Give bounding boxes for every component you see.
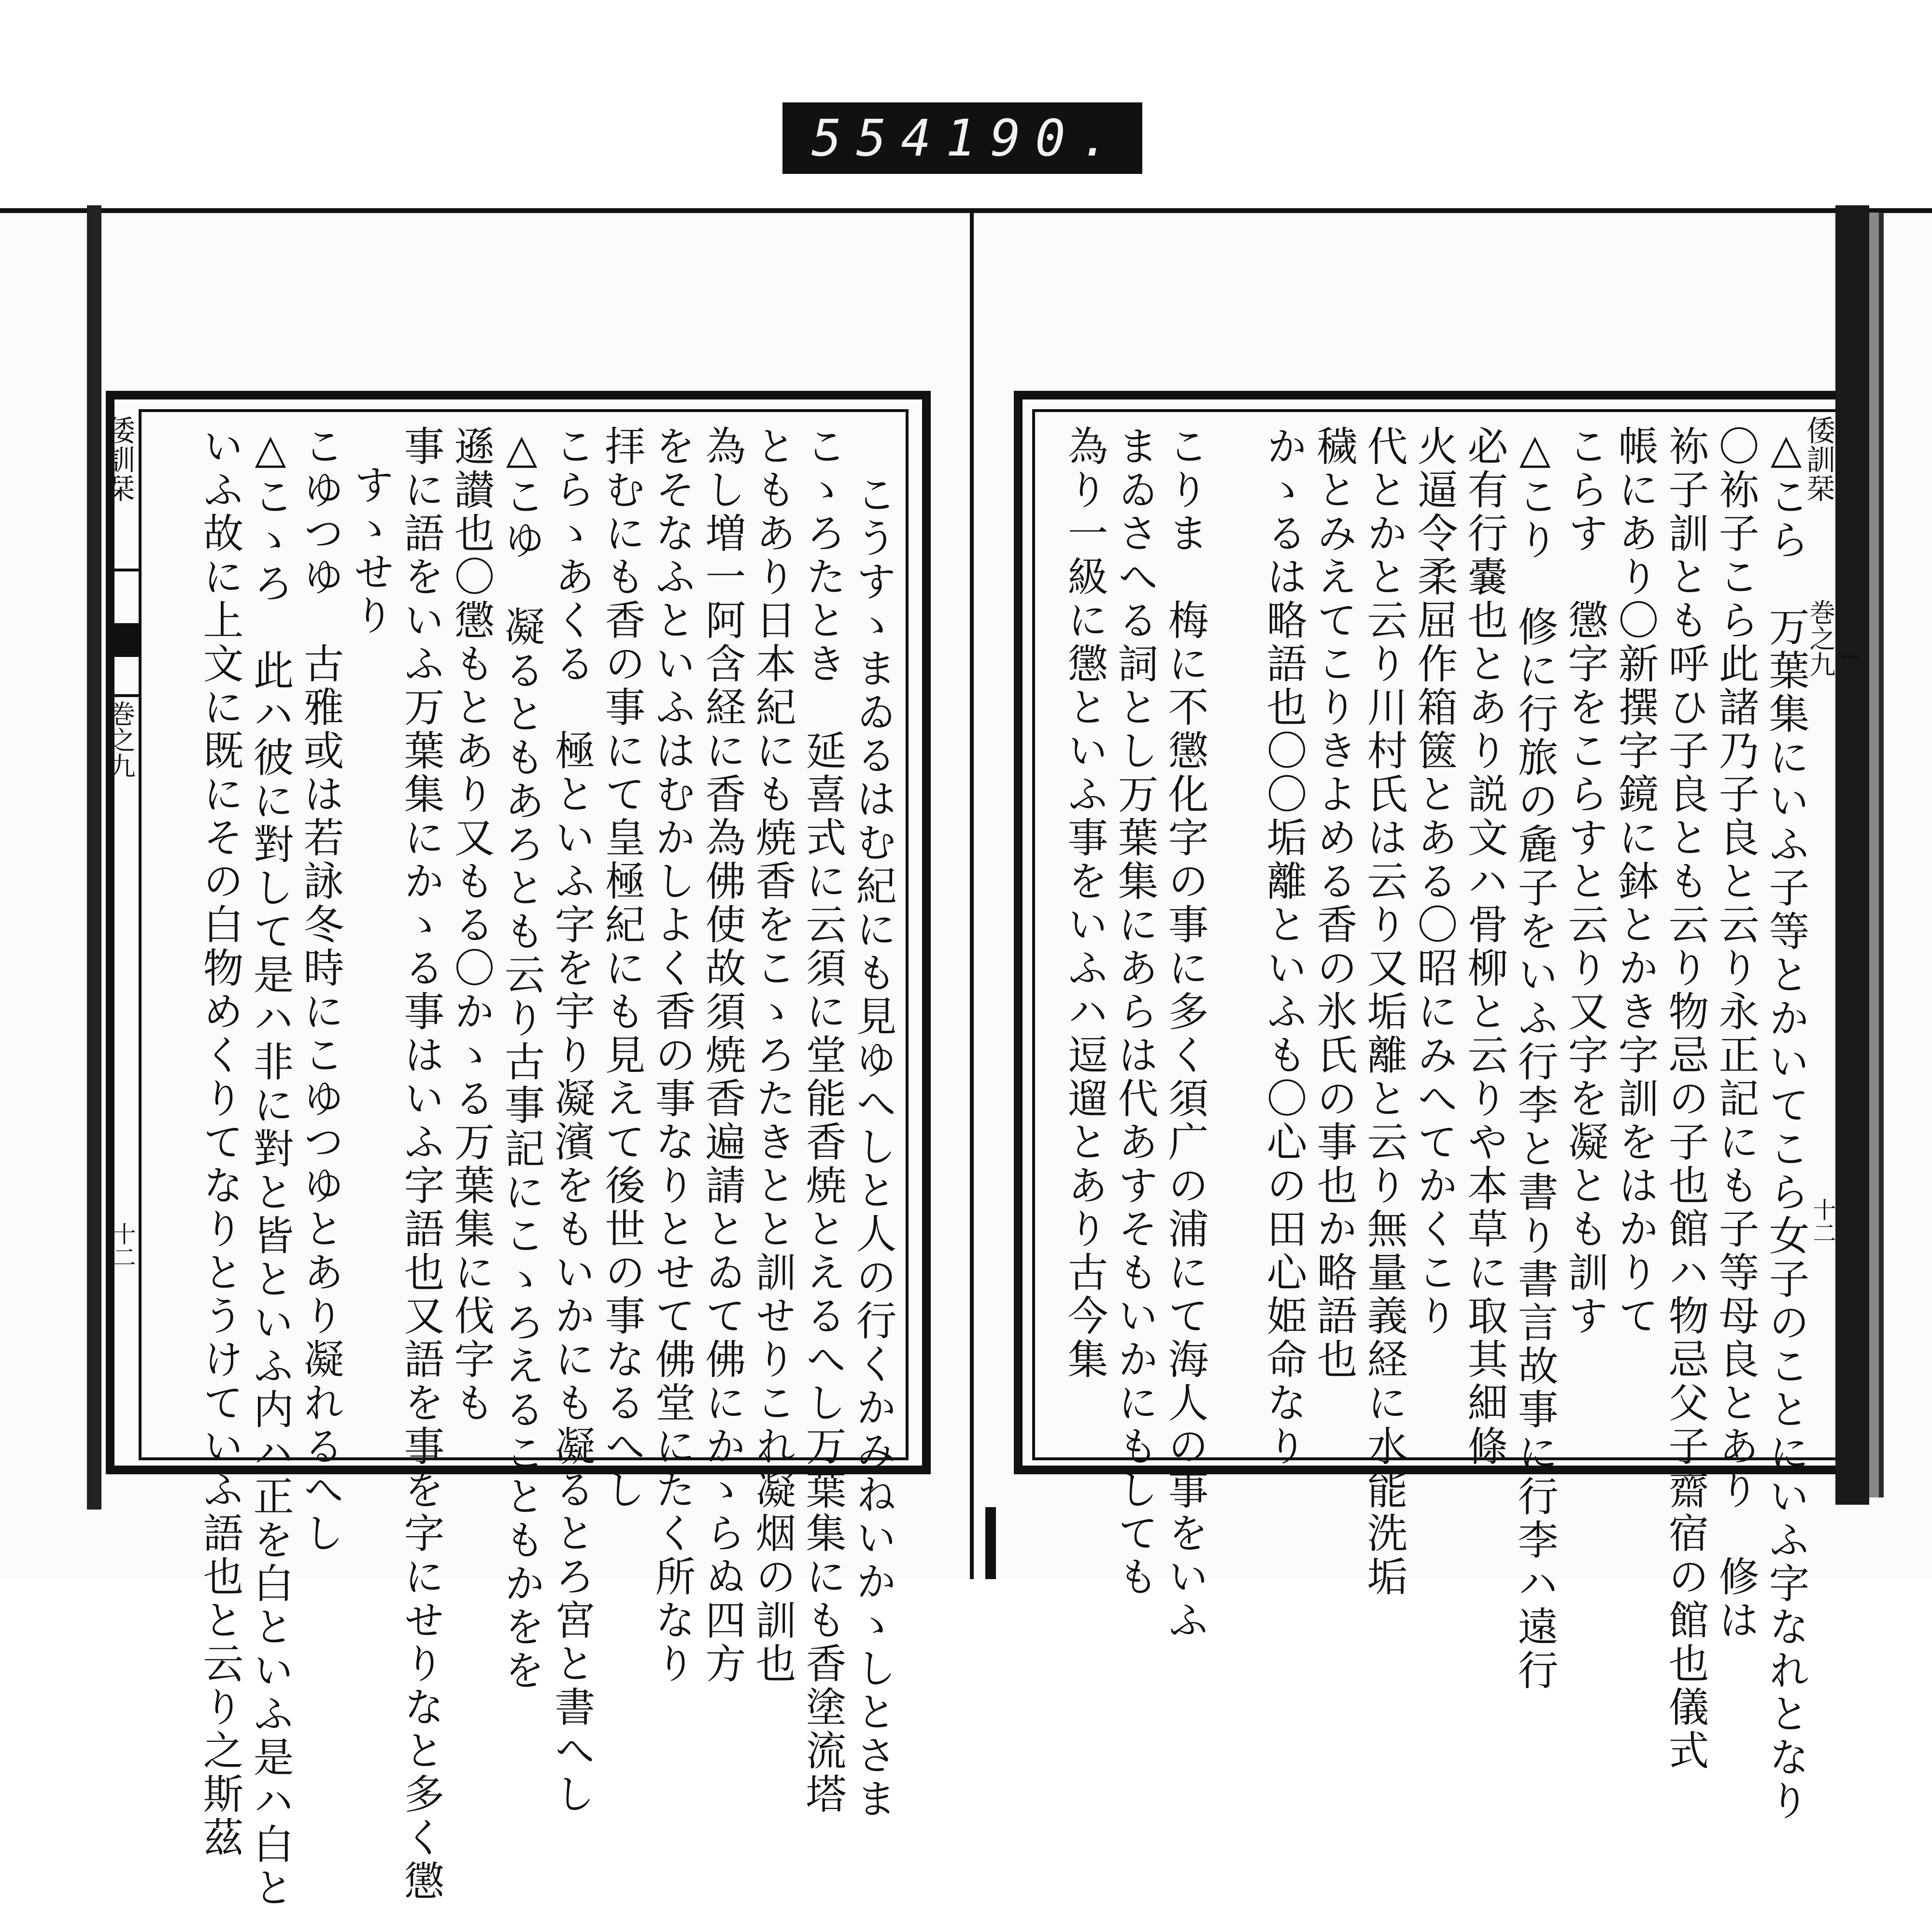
- right-column-9: 代とかと云り川村氏は云り又垢離と云り無量義経に水能洗垢: [1361, 425, 1408, 1599]
- right-column-14: 為り一級に懲といふ事をいふハ逗遛とあり古今集: [1061, 425, 1108, 1382]
- right-page-folio: 十二: [1809, 1198, 1836, 1244]
- right-column-7: 必有行嚢也とあり説文ハ骨柳と云りや本草に取其細條: [1461, 425, 1508, 1468]
- right-page-volume: 巻之九: [1805, 599, 1836, 677]
- left-column-10: 事に語をいふ万葉集にかゝる事はいふ字語也又語を事を字にせりなと多く懲: [398, 425, 445, 1903]
- right-column-10: 穢とみえてこりきよめる香の氷氏の事也か略語也: [1310, 425, 1358, 1382]
- left-column-11: すゝせり: [347, 464, 395, 638]
- left-column-9: 遜讃也〇懲もとあり又もる〇かゝる万葉集に伐字も: [448, 425, 495, 1425]
- left-column-1: こうすゝまゐるはむ紀にも見ゆへしと人の行くかみねいかゝしとさま: [850, 473, 897, 1821]
- right-column-2: 〇袮子こら此諸乃子良と云り永正記にも子等母良とあり 修は: [1712, 425, 1760, 1642]
- right-column-6: △こり 修に行旅の麁子をいふ行李と書り書言故事に行李ハ遠行: [1511, 425, 1559, 1693]
- left-column-6: 拝むにも香の事にて皇極紀にも見えて後世の事なるへし: [598, 425, 646, 1512]
- right-column-1: △こら 万葉集にいふ子等とかいてこら女子のことにいふ字なれとなり: [1762, 425, 1810, 1823]
- right-column-13: まゐさへる詞とし万葉集にあらは代あすそもいかにもしても: [1111, 425, 1159, 1599]
- right-column-8: 火逼令柔屈作箱篋とある〇昭にみへてかくこり: [1411, 425, 1458, 1338]
- right-column-3: 袮子訓とも呼ひ子良とも云り物忌の子也館ハ物忌父子齋宿の館也儀式: [1662, 425, 1709, 1773]
- archive-label: [782, 102, 1142, 174]
- left-column-13: △こゝろ 此ハ彼に對して是ハ非に對と皆といふ内ハ正を白といふ是ハ白と: [247, 425, 294, 1910]
- left-column-2: こゝろたとき 延喜式に云須に堂能香焼とえるへし万葉集にも香塗流塔: [799, 425, 847, 1816]
- right-column-5: こらす 懲字をこらすと云り又字を凝とも訓す: [1562, 425, 1609, 1338]
- left-page-volume: 巻之九: [105, 700, 136, 779]
- label-right-number: 190.: [945, 109, 1125, 168]
- left-page-folio: 十二: [109, 1222, 136, 1269]
- left-column-14: いふ故に上文に既にその白物めくりてなりとうけていふ語也と云り之斯茲: [197, 425, 244, 1860]
- right-page-title: 倭訓栞: [1802, 415, 1835, 502]
- left-column-4: 為し増一阿含経に香為佛使故須焼香遍請とゐて佛にかゝらぬ四方: [699, 425, 746, 1686]
- left-column-12: こゆつゆ 古雅或は若詠冬時にこゆつゆとあり凝れるへし: [297, 425, 344, 1555]
- left-column-5: をそなふといふはむかしよく香の事なりとせて佛堂にたく所なり: [649, 425, 696, 1686]
- left-column-3: ともあり日本紀にも焼香をこゝろたきとと訓せりこれ凝烟の訓也: [749, 425, 796, 1686]
- left-column-8: △こゆ 凝るともあろとも云り古事記にこゝろえることもかをを: [498, 425, 545, 1693]
- left-page-title: 倭訓栞: [101, 415, 135, 502]
- right-column-12: こりま 梅に不懲化字の事に多く須广の浦にて海人の事をいふ: [1162, 425, 1209, 1642]
- label-left-number: 554: [811, 109, 946, 168]
- right-column-11: かゝるは略語也〇〇垢離といふも〇心の田心姫命なり: [1260, 425, 1307, 1468]
- right-column-4: 帳にあり〇新撰字鏡に鉢とかき字訓をはかりて: [1612, 425, 1659, 1338]
- left-column-7: こらゝあくる 極といふ字を宇り凝濱をもいかにも凝るとろ宮と書へし: [548, 425, 596, 1816]
